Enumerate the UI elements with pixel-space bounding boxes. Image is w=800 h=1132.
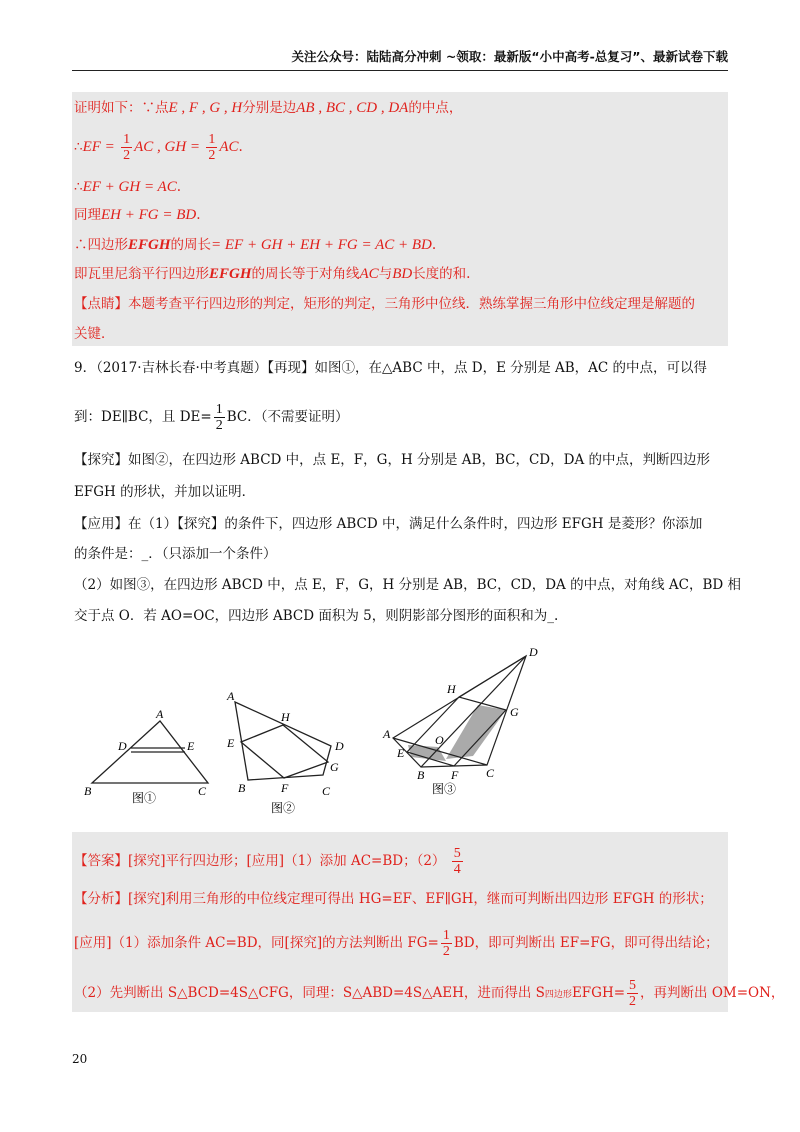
fig1-caption: 图① — [132, 791, 157, 805]
proof-line-5: ∴四边形EFGH的周长= EF + GH + EH + FG = AC + BD. — [74, 237, 437, 253]
fig2-label-G: G — [330, 760, 339, 774]
fig2-label-D: D — [335, 739, 344, 753]
dianjing-line-2: 关键． — [74, 326, 115, 342]
proof-line-6: 即瓦里尼翁平行四边形EFGH的周长等于对角线AC与BD长度的和. — [74, 266, 471, 282]
fig2-label-F: F — [281, 781, 289, 795]
analysis-line-1: 【分析】[探究]利用三角形的中位线定理可得出 HG=EF、EF∥GH，继而可判断出四边形 EFGH 的形状； — [74, 891, 713, 907]
fig3-label-B: B — [417, 768, 425, 782]
proof-line-4: 同理EH + FG = BD. — [74, 207, 201, 223]
fig1-label-D: D — [118, 739, 127, 753]
q9-line-1: 9．（2017·吉林长春·中考真题）【再现】如图①，在△ABC 中，点 D，E 分别是 AB，AC 的中点，可以得 — [74, 360, 708, 376]
fraction-half-2: $\frac{1}{2}$ — [208, 132, 216, 163]
dianjing-line-1: 【点睛】本题考查平行四边形的判定，矩形的判定，三角形中位线．熟练掌握三角形中位线定理是解题的 — [74, 296, 695, 312]
proof-line-2: ∴EF = $\frac{1}{2}$ AC , GH = $\frac{1}{2}$ AC. — [74, 132, 243, 163]
fig2-label-C: C — [322, 784, 331, 798]
fig1-label-B: B — [84, 784, 92, 798]
q9-line-8: 交于点 O．若 AO=OC，四边形 ABCD 面积为 5，则阴影部分图形的面积和为_. — [74, 608, 559, 624]
fig3-label-H: H — [447, 682, 456, 696]
proof-line-1: 证明如下：∵点E , F , G , H分别是边AB , BC , CD , DA的中点， — [74, 100, 463, 116]
fig2-label-E: E — [227, 736, 235, 750]
answer-line: 【答案】[探究]平行四边形；[应用]（1）添加 AC=BD；（2） $\frac{5}{4}$ — [74, 846, 461, 877]
q9-line-4: EFGH 的形状，并加以证明． — [74, 484, 256, 500]
figure-3 — [393, 656, 526, 767]
fig3-label-D: D — [529, 645, 538, 659]
fig1-label-E: E — [187, 739, 195, 753]
fig2-label-H: H — [281, 710, 290, 724]
fig1-label-C: C — [198, 784, 207, 798]
analysis-line-2: [应用]（1）添加条件 AC=BD，同[探究]的方法判断出 FG= $\frac{1}{2}$ BD，即可判断出 EF=FG，即可得出结论； — [74, 928, 719, 959]
q9-line-3: 【探究】如图②，在四边形 ABCD 中，点 E，F，G，H 分别是 AB，BC，CD，DA 的中点，判断四边形 — [74, 452, 710, 468]
page-number: 20 — [72, 1052, 88, 1066]
q9-line-6: 的条件是：_．（只添加一个条件） — [74, 546, 277, 562]
fig2-label-B: B — [238, 781, 246, 795]
fig3-label-F: F — [451, 768, 459, 782]
proof-line-3: ∴EF + GH = AC. — [74, 179, 182, 195]
fig1-label-A: A — [156, 707, 164, 721]
page-header: 关注公众号：陆陆高分冲刺 ~领取：最新版“小中高考-总复习”、最新试卷下载 — [72, 44, 728, 71]
fig3-label-A: A — [383, 727, 391, 741]
fig3-label-C: C — [486, 766, 495, 780]
shaded-right — [446, 705, 506, 759]
fig3-label-G: G — [510, 705, 519, 719]
fig3-label-E: E — [397, 746, 405, 760]
fig2-caption: 图② — [271, 801, 296, 815]
fig2-label-A: A — [227, 689, 235, 703]
q9-line-7: （2）如图③，在四边形 ABCD 中，点 E，F，G，H 分别是 AB，BC，CD，DA 的中点，对角线 AC，BD 相 — [74, 577, 741, 593]
analysis-line-3: （2）先判断出 S△BCD=4S△CFG，同理：S△ABD=4S△AEH，进而得出 S四边形EFGH= $\frac{5}{2}$ ，再判断出 OM=ON， — [74, 978, 785, 1009]
q9-line-2: 到：DE∥BC，且 DE= $\frac{1}{2}$ BC．（不需要证明） — [74, 402, 349, 433]
fig3-caption: 图③ — [432, 782, 457, 796]
q9-line-5: 【应用】在（1）【探究】的条件下，四边形 ABCD 中，满足什么条件时，四边形 EFGH 是菱形？你添加 — [74, 516, 703, 532]
fig3-label-O: O — [435, 733, 444, 747]
fraction-half-1: $\frac{1}{2}$ — [123, 132, 131, 163]
